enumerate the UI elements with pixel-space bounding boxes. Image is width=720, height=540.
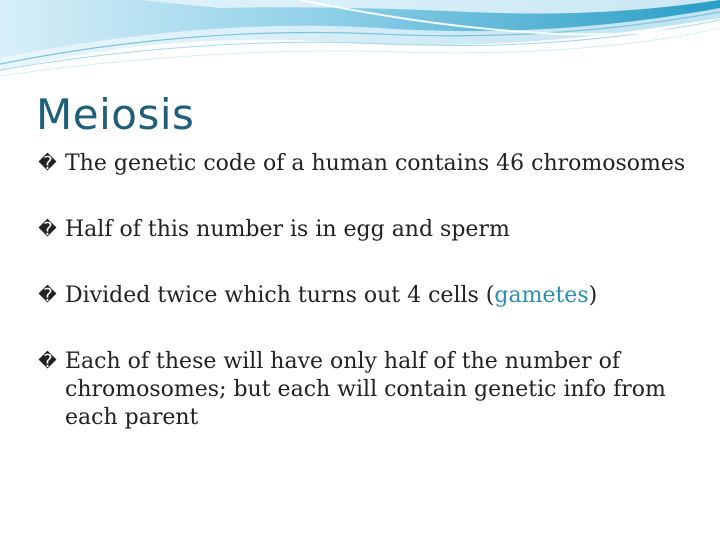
- bullet-list: [38, 150, 698, 432]
- bullet-item: [38, 282, 698, 310]
- bullet-text-before: Divided twice which turns out 4 cells (: [65, 283, 495, 308]
- bullet-glyph: �: [38, 153, 57, 174]
- bullet-text-after: ): [588, 283, 598, 308]
- gametes-highlight: gametes: [494, 283, 589, 308]
- wave-header-decoration: [0, 0, 720, 90]
- slide-title: Meiosis: [36, 90, 195, 139]
- bullet-text: [65, 283, 597, 308]
- bullet-glyph: �: [38, 351, 57, 372]
- bullet-item: [38, 150, 698, 178]
- bullet-item: [38, 216, 698, 244]
- bullet-glyph: �: [38, 285, 57, 306]
- bullet-glyph: �: [38, 219, 57, 240]
- bullet-text: The genetic code of a human contains 46 chromosomes: [65, 151, 686, 176]
- bullet-text: Half of this number is in egg and sperm: [65, 217, 510, 242]
- bullet-item: [38, 348, 698, 432]
- bullet-text: Each of these will have only half of the number of chromosomes; but each will contain genetic info from each parent: [65, 349, 666, 430]
